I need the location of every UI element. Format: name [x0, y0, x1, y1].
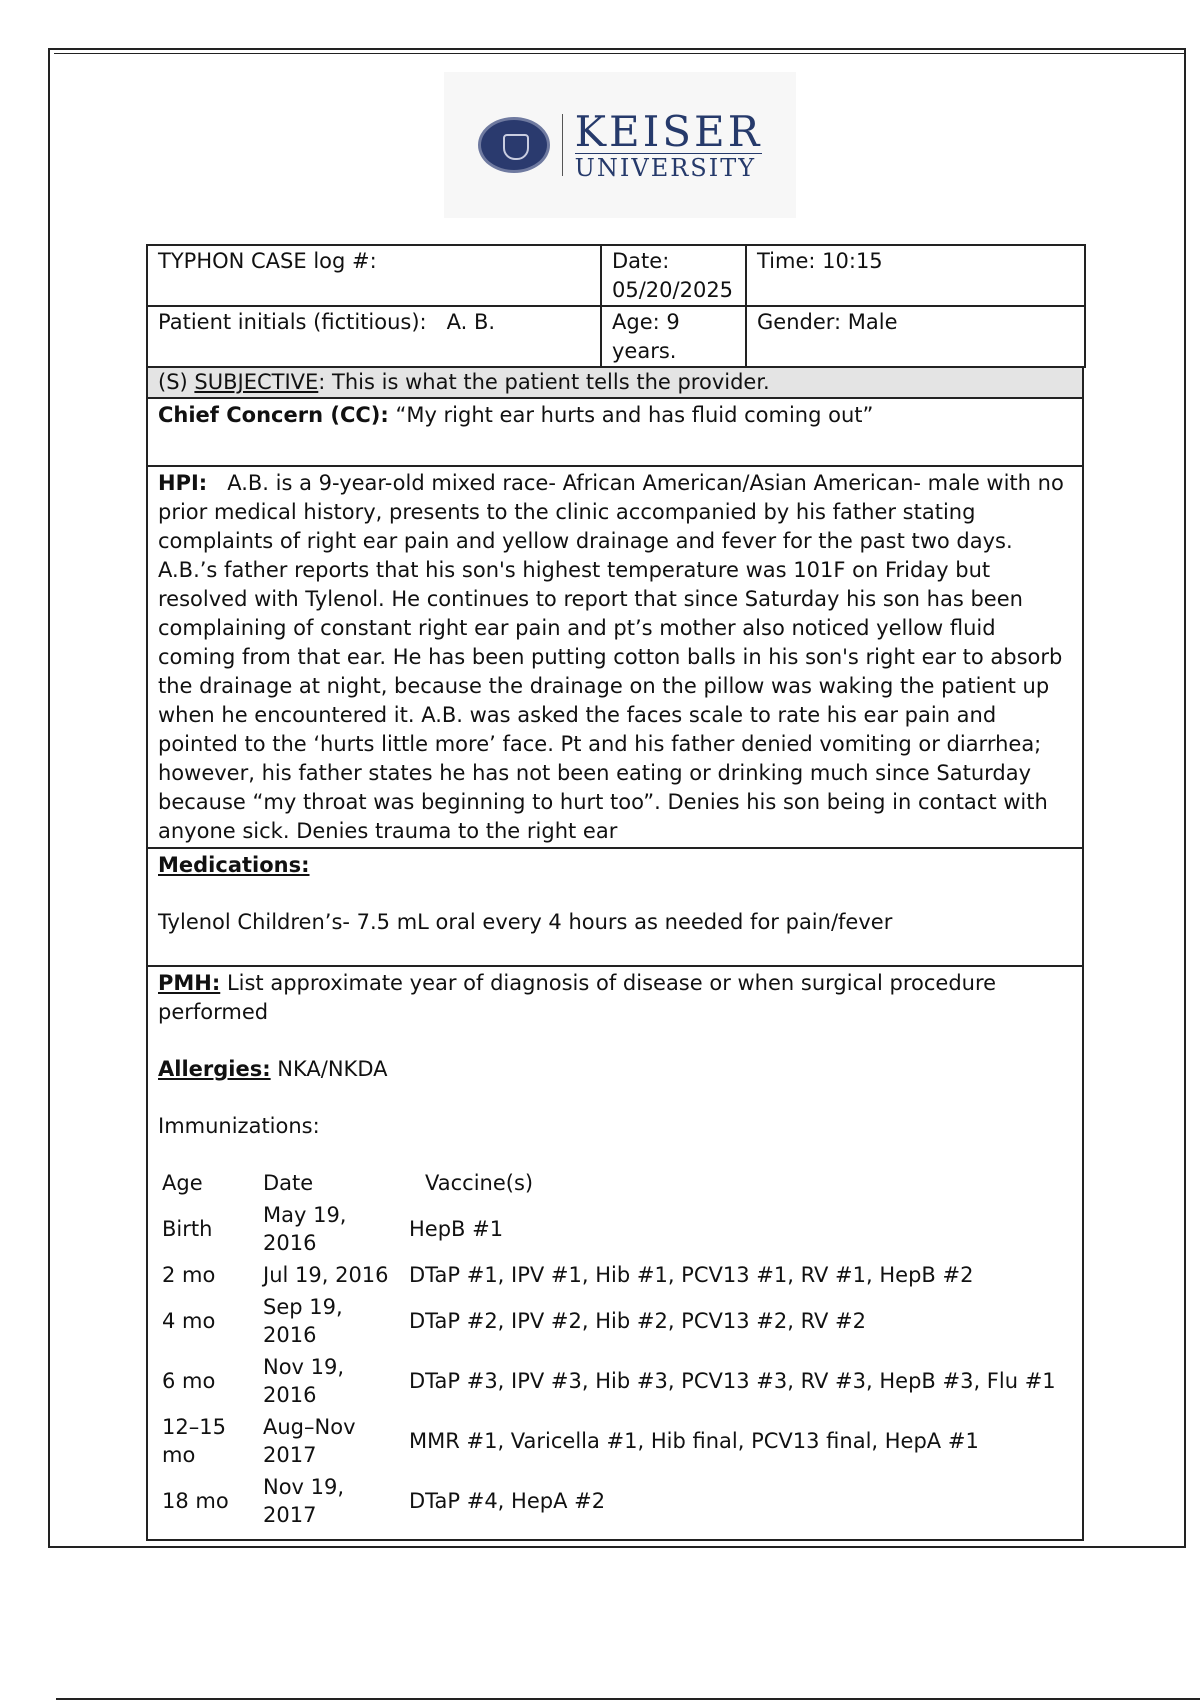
imm-header-vaccines: Vaccine(s)	[425, 1171, 534, 1195]
table-row: 12–15 mo Aug–Nov 2017 MMR #1, Varicella #1, Hib final, PCV13 final, HepA #1	[162, 1415, 979, 1467]
gender-cell: Gender: Male	[746, 306, 1085, 367]
table-row: 4 mo Sep 19, 2016 DTaP #2, IPV #2, Hib #2, PCV13 #2, RV #2	[162, 1295, 867, 1347]
patient-initials: A. B.	[446, 310, 496, 334]
pmh-text: List approximate year of diagnosis of disease or when surgical procedure performed	[158, 971, 997, 1024]
subjective-heading: (S) SUBJECTIVE: This is what the patient tells the provider.	[146, 368, 1084, 397]
pmh-section	[146, 967, 1084, 1541]
university-seal-icon	[478, 117, 550, 173]
hpi-label: HPI:	[158, 471, 208, 495]
cc-text: “My right ear hurts and has fluid coming out”	[388, 403, 874, 427]
logo-name: KEISER	[574, 106, 763, 156]
table-row: 6 mo Nov 19, 2016 DTaP #3, IPV #3, Hib #3, PCV13 #3, RV #3, HepB #3, Flu #1	[162, 1355, 1056, 1407]
date-value: 05/20/2025	[612, 278, 734, 302]
university-logo	[444, 72, 796, 218]
date-cell	[601, 245, 746, 306]
imm-header-age: Age	[162, 1171, 203, 1195]
medications-text: Tylenol Children’s- 7.5 mL oral every 4 hours as needed for pain/fever	[158, 910, 893, 934]
table-row: 18 mo Nov 19, 2017 DTaP #4, HepA #2	[162, 1475, 606, 1527]
case-log-cell: TYPHON CASE log #:	[147, 245, 601, 306]
hpi-section	[146, 467, 1084, 849]
imm-header-date: Date	[263, 1171, 314, 1195]
allergies-text: NKA/NKDA	[270, 1057, 388, 1081]
age-cell	[601, 306, 746, 367]
hpi-text: A.B. is a 9-year-old mixed race- African American/Asian American- male with no prior medical history, presents to the clinic accompanied by his father stating complaints of right ear pain and yellow drainage and fever for the past two days. A.B.’s father reports that his son's highest temperature was 101F on Friday but resolved with Tylenol. He continues to report that since Saturday his son has been complaining of constant right ear pain and pt’s mother also noticed yellow fluid coming from that ear. He has been putting cotton balls in his son's right ear to absorb the drainage at night, because the drainage on the pillow was waking the patient up when he encountered it. A.B. was asked the faces scale to rate his ear pain and pointed to the ‘hurts little more’ face. Pt and his father denied vomiting or diarrhea; however, his father states he has not been eating or drinking much since Saturday because “my throat was beginning to hurt too”. Denies his son being in contact with anyone sick. Denies trauma to the right ear	[158, 471, 1064, 843]
date-label: Date:	[612, 249, 670, 273]
cc-label: Chief Concern (CC):	[158, 403, 389, 427]
age-value: Age: 9	[612, 310, 680, 334]
patient-label: Patient initials (fictitious):	[158, 310, 427, 334]
logo-subtitle: UNIVERSITY	[575, 153, 763, 180]
header-table	[146, 244, 1086, 368]
age-unit: years.	[612, 339, 677, 363]
table-row: 2 mo Jul 19, 2016 DTaP #1, IPV #1, Hib #1, PCV13 #1, RV #1, HepB #2	[162, 1263, 974, 1287]
logo-divider	[562, 114, 563, 176]
patient-cell	[147, 306, 601, 367]
table-row: Birth May 19, 2016 HepB #1	[162, 1203, 504, 1255]
immunization-table	[158, 1167, 1076, 1531]
pmh-label: PMH:	[158, 971, 221, 995]
allergies-label: Allergies:	[158, 1057, 271, 1081]
chief-concern-section	[146, 397, 1084, 467]
case-form	[146, 244, 1084, 1541]
medications-section	[146, 849, 1084, 967]
immunization-header-row	[158, 1167, 1076, 1199]
immunizations-label: Immunizations:	[158, 1114, 320, 1138]
medications-label: Medications:	[158, 853, 310, 877]
time-cell: Time: 10:15	[746, 245, 1085, 306]
